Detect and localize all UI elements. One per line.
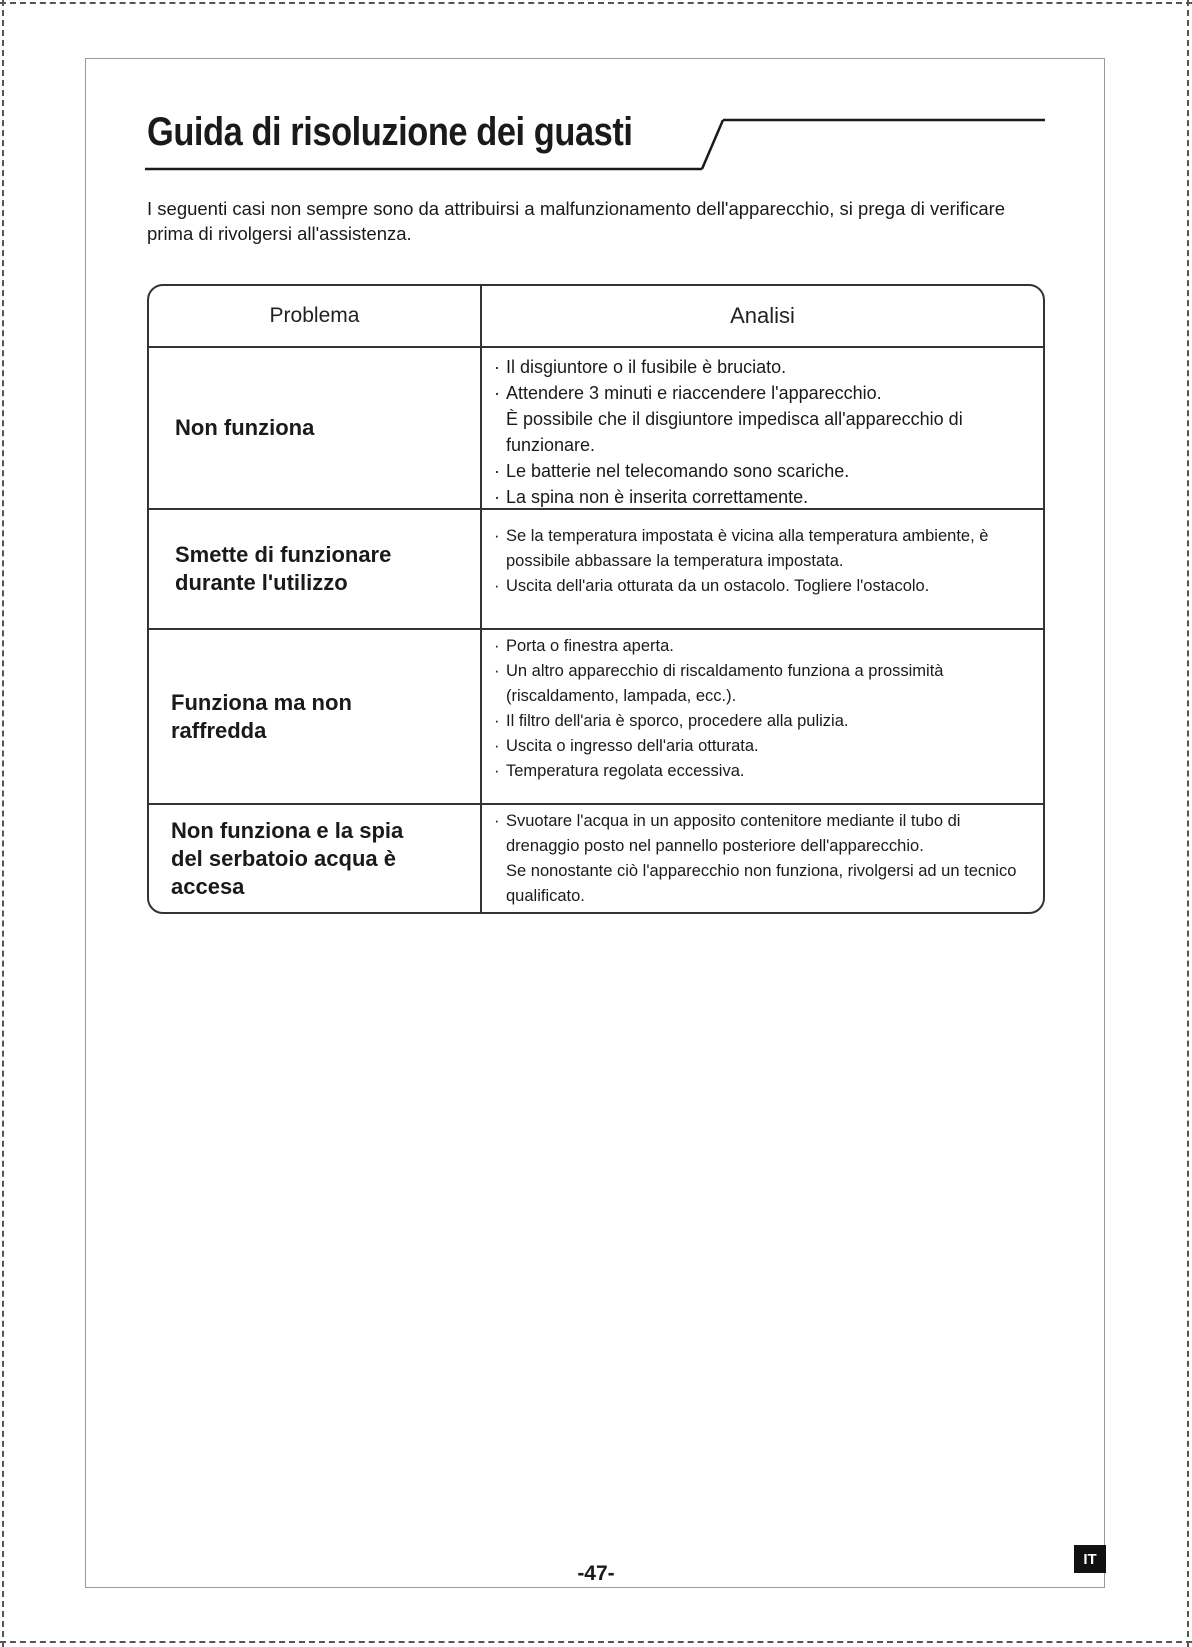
analysis-item: · Temperatura regolata eccessiva. [494,759,1035,784]
problem-cell [149,348,480,508]
language-badge: IT [1074,1545,1106,1573]
analysis-item: · Il disgiuntore o il fusibile è bruciato. [494,354,1035,380]
problem-text: Smette di funzionare durante l'utilizzo [175,542,392,595]
analysis-item: · Un altro apparecchio di riscaldamento funziona a prossimità (riscaldamento, lampada, ecc.). [494,659,1035,709]
intro-paragraph: I seguenti casi non sempre sono da attribuirsi a malfunzionamento dell'apparecchio, si prega di verificare prima di rivolgersi all'assistenza. [147,198,1006,244]
analysis-item: · Porta o finestra aperta. [494,634,1035,659]
analysis-item: · Attendere 3 minuti e riaccendere l'apparecchio. È possibile che il disgiuntore impedisca all'apparecchio di funzionare. [494,380,1035,458]
analysis-list [494,354,1035,510]
analysis-item: · Uscita dell'aria otturata da un ostacolo. Togliere l'ostacolo. [494,574,1035,599]
problem-text: Funziona ma non raffredda [171,689,352,743]
analysis-item: · La spina non è inserita correttamente. [494,484,1035,510]
analysis-list [494,524,1035,599]
page-title: Guida di risoluzione dei guasti [147,110,633,154]
cut-line-bottom [0,1641,1192,1643]
problem-text: Non funziona e la spia del serbatoio acqua è accesa [171,817,404,899]
analysis-item: · Le batterie nel telecomando sono scariche. [494,458,1035,484]
analysis-cell [482,805,1043,912]
cut-line-left [2,0,4,1647]
cut-line-right [1187,0,1189,1647]
table-row [149,508,1043,628]
analysis-item: · Il filtro dell'aria è sporco, procedere alla pulizia. [494,709,1035,734]
analysis-cell [482,348,1043,508]
analysis-item: · Se la temperatura impostata è vicina alla temperatura ambiente, è possibile abbassare la temperatura impostata. [494,524,1035,574]
problem-text: Non funziona [175,415,315,440]
analysis-list [494,634,1035,784]
page-number: -47- [577,1562,615,1585]
analysis-item: · Svuotare l'acqua in un apposito contenitore mediante il tubo di drenaggio posto nel pannello posteriore dell'apparecchio. Se nonostante ciò l'apparecchio non funziona, rivolgersi ad un tecnico qualificato. [494,809,1035,909]
table-header-row [149,286,1043,346]
table-row [149,346,1043,508]
table-row [149,803,1043,912]
problem-cell [149,510,480,628]
analysis-item: · Uscita o ingresso dell'aria otturata. [494,734,1035,759]
analysis-list [494,809,1035,909]
header-problem: Problema [269,304,360,327]
analysis-cell [482,630,1043,803]
problem-cell [149,805,480,912]
analysis-cell [482,510,1043,628]
table-row [149,628,1043,803]
troubleshooting-table [147,284,1045,914]
problem-cell [149,630,480,803]
cut-line-top [0,2,1192,4]
header-analysis: Analisi [730,303,795,328]
